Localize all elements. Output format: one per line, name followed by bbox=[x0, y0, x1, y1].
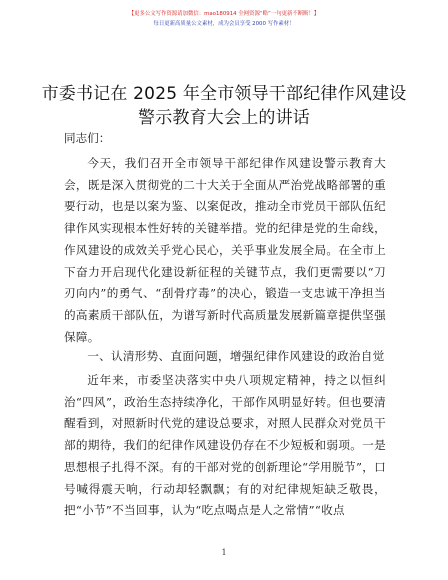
body-paragraph-intro: 今天，我们召开全市领导干部纪律作风建设警示教育大会，既是深入贯彻党的二十大关于全面从严治党战略部署的重要行动，也是以案为鉴、以案促改，推动全市党员干部队伍纪律作风实现根本性好转的关键举措。党的纪律是党的生命线，作风建设的成效关乎党心民心，关乎事业发展全局。在全市上下奋力开启现代化建设新征程的关键节点，我们更需要以“刀刃向内”的勇气、“刮骨疗毒”的决心，锻造一支忠诚干净担当的高素质干部队伍，为谱写新时代高质量发展新篇章提供坚强保障。 bbox=[64, 156, 386, 344]
page-number: 1 bbox=[221, 548, 227, 557]
document-title-line-1: 市委书记在 2025 年全市领导干部纪律作风建设 bbox=[41, 84, 407, 104]
salutation: 同志们： bbox=[64, 131, 111, 145]
promo-banner-line-1: 【更多公文写作资源请加微信：mao180914 全网资源“略”一句更新不断断！】 bbox=[128, 11, 320, 17]
section-heading-1: 一、认清形势、直面问题，增强纪律作风建设的政治自觉 bbox=[87, 349, 385, 363]
document-title-line-2: 警示教育大会上的讲话 bbox=[138, 108, 310, 128]
body-paragraph-section-1: 近年来，市委坚决落实中央八项规定精神，持之以恒纠治“四风”，政治生态持续净化，干部作风明显好转。但也要清醒看到，对照新时代党的建设总要求，对照人民群众对党员干部的期待，我们的纪律作风建设仍存在不少短板和弱项。一是思想根子扎得不深。有的干部对党的创新理论“学用脱节”，口号喊得震天响，行动却轻飘飘；有的对纪律规矩缺乏敬畏，把“小节”不当回事，认为“吃点喝点是人之常情”“收点 bbox=[64, 373, 386, 518]
promo-banner-line-2: 每日更新高质量公文素材，成为会员享受 2000 写作素材！ bbox=[153, 21, 295, 27]
